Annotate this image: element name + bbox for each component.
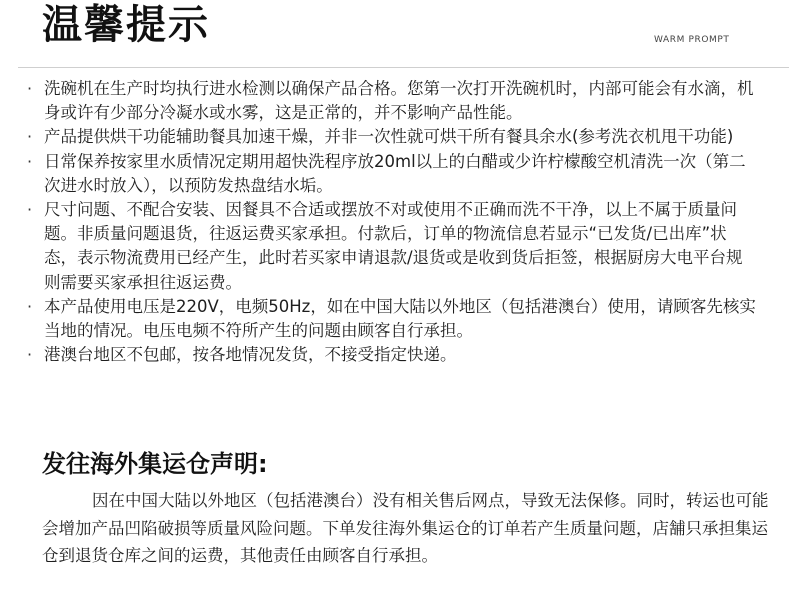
overseas-section-title: 发往海外集运仓声明: <box>42 450 268 478</box>
notice-text: 日常保养按家里水质情况定期用超快洗程序放20ml以上的白醋或少许柠檬酸空机清洗一次（第二次进水时放入），以预防发热盘结水垢。 <box>44 151 746 195</box>
notice-list <box>0 77 789 367</box>
notice-item <box>0 125 789 149</box>
notice-text: 本产品使用电压是220V，电频50Hz，如在中国大陆以外地区（包括港澳台）使用，请顾客先核实当地的情况。电压电频不符所产生的问题由顾客自行承担。 <box>44 296 756 341</box>
header-divider <box>18 67 789 68</box>
page-subtitle: WARM PROMPT <box>654 35 730 45</box>
notice-item <box>0 198 789 295</box>
notice-text: 产品提供烘干功能辅助餐具加速干燥，并非一次性就可烘干所有餐具余水(参考洗衣机甩干功能) <box>44 127 734 147</box>
bullet-marker: · <box>27 79 33 98</box>
notice-item <box>0 343 789 367</box>
notice-text: 港澳台地区不包邮，按各地情况发货，不接受指定快递。 <box>44 345 457 365</box>
notice-item <box>0 295 789 343</box>
notice-text: 洗碗机在生产时均执行进水检测以确保产品合格。您第一次打开洗碗机时，内部可能会有水滴，机身或许有少部分冷凝水或水雾，这是正常的，并不影响产品性能。 <box>44 79 754 123</box>
overseas-statement: 因在中国大陆以外地区（包括港澳台）没有相关售后网点，导致无法保修。同时，转运也可能会增加产品凹陷破损等质量风险问题。下单发往海外集运仓的订单若产生质量问题，店舗只承担集运仓到退货仓库之间的运费，其他责任由顾客自行承担。 <box>42 491 769 565</box>
bullet-marker: · <box>27 127 33 147</box>
bullet-marker: · <box>27 151 33 171</box>
notice-item <box>0 150 789 198</box>
page-title: 温馨提示 <box>42 2 210 48</box>
bullet-marker: · <box>27 296 33 316</box>
notice-text: 尺寸问题、不配合安装、因餐具不合适或摆放不对或使用不正确而洗不干净，以上不属于质量问题。非质量问题退货，往返运费买家承担。付款后，订单的物流信息若显示“已发货/已出库”状态，表示物流费用已经产生，此时若买家申请退款/退货或是收到货后拒签，根据厨房大电平台规则需要买家承担往返运费。 <box>44 200 743 292</box>
bullet-marker: · <box>27 200 33 220</box>
notice-item <box>0 77 789 125</box>
bullet-marker: · <box>27 345 33 365</box>
